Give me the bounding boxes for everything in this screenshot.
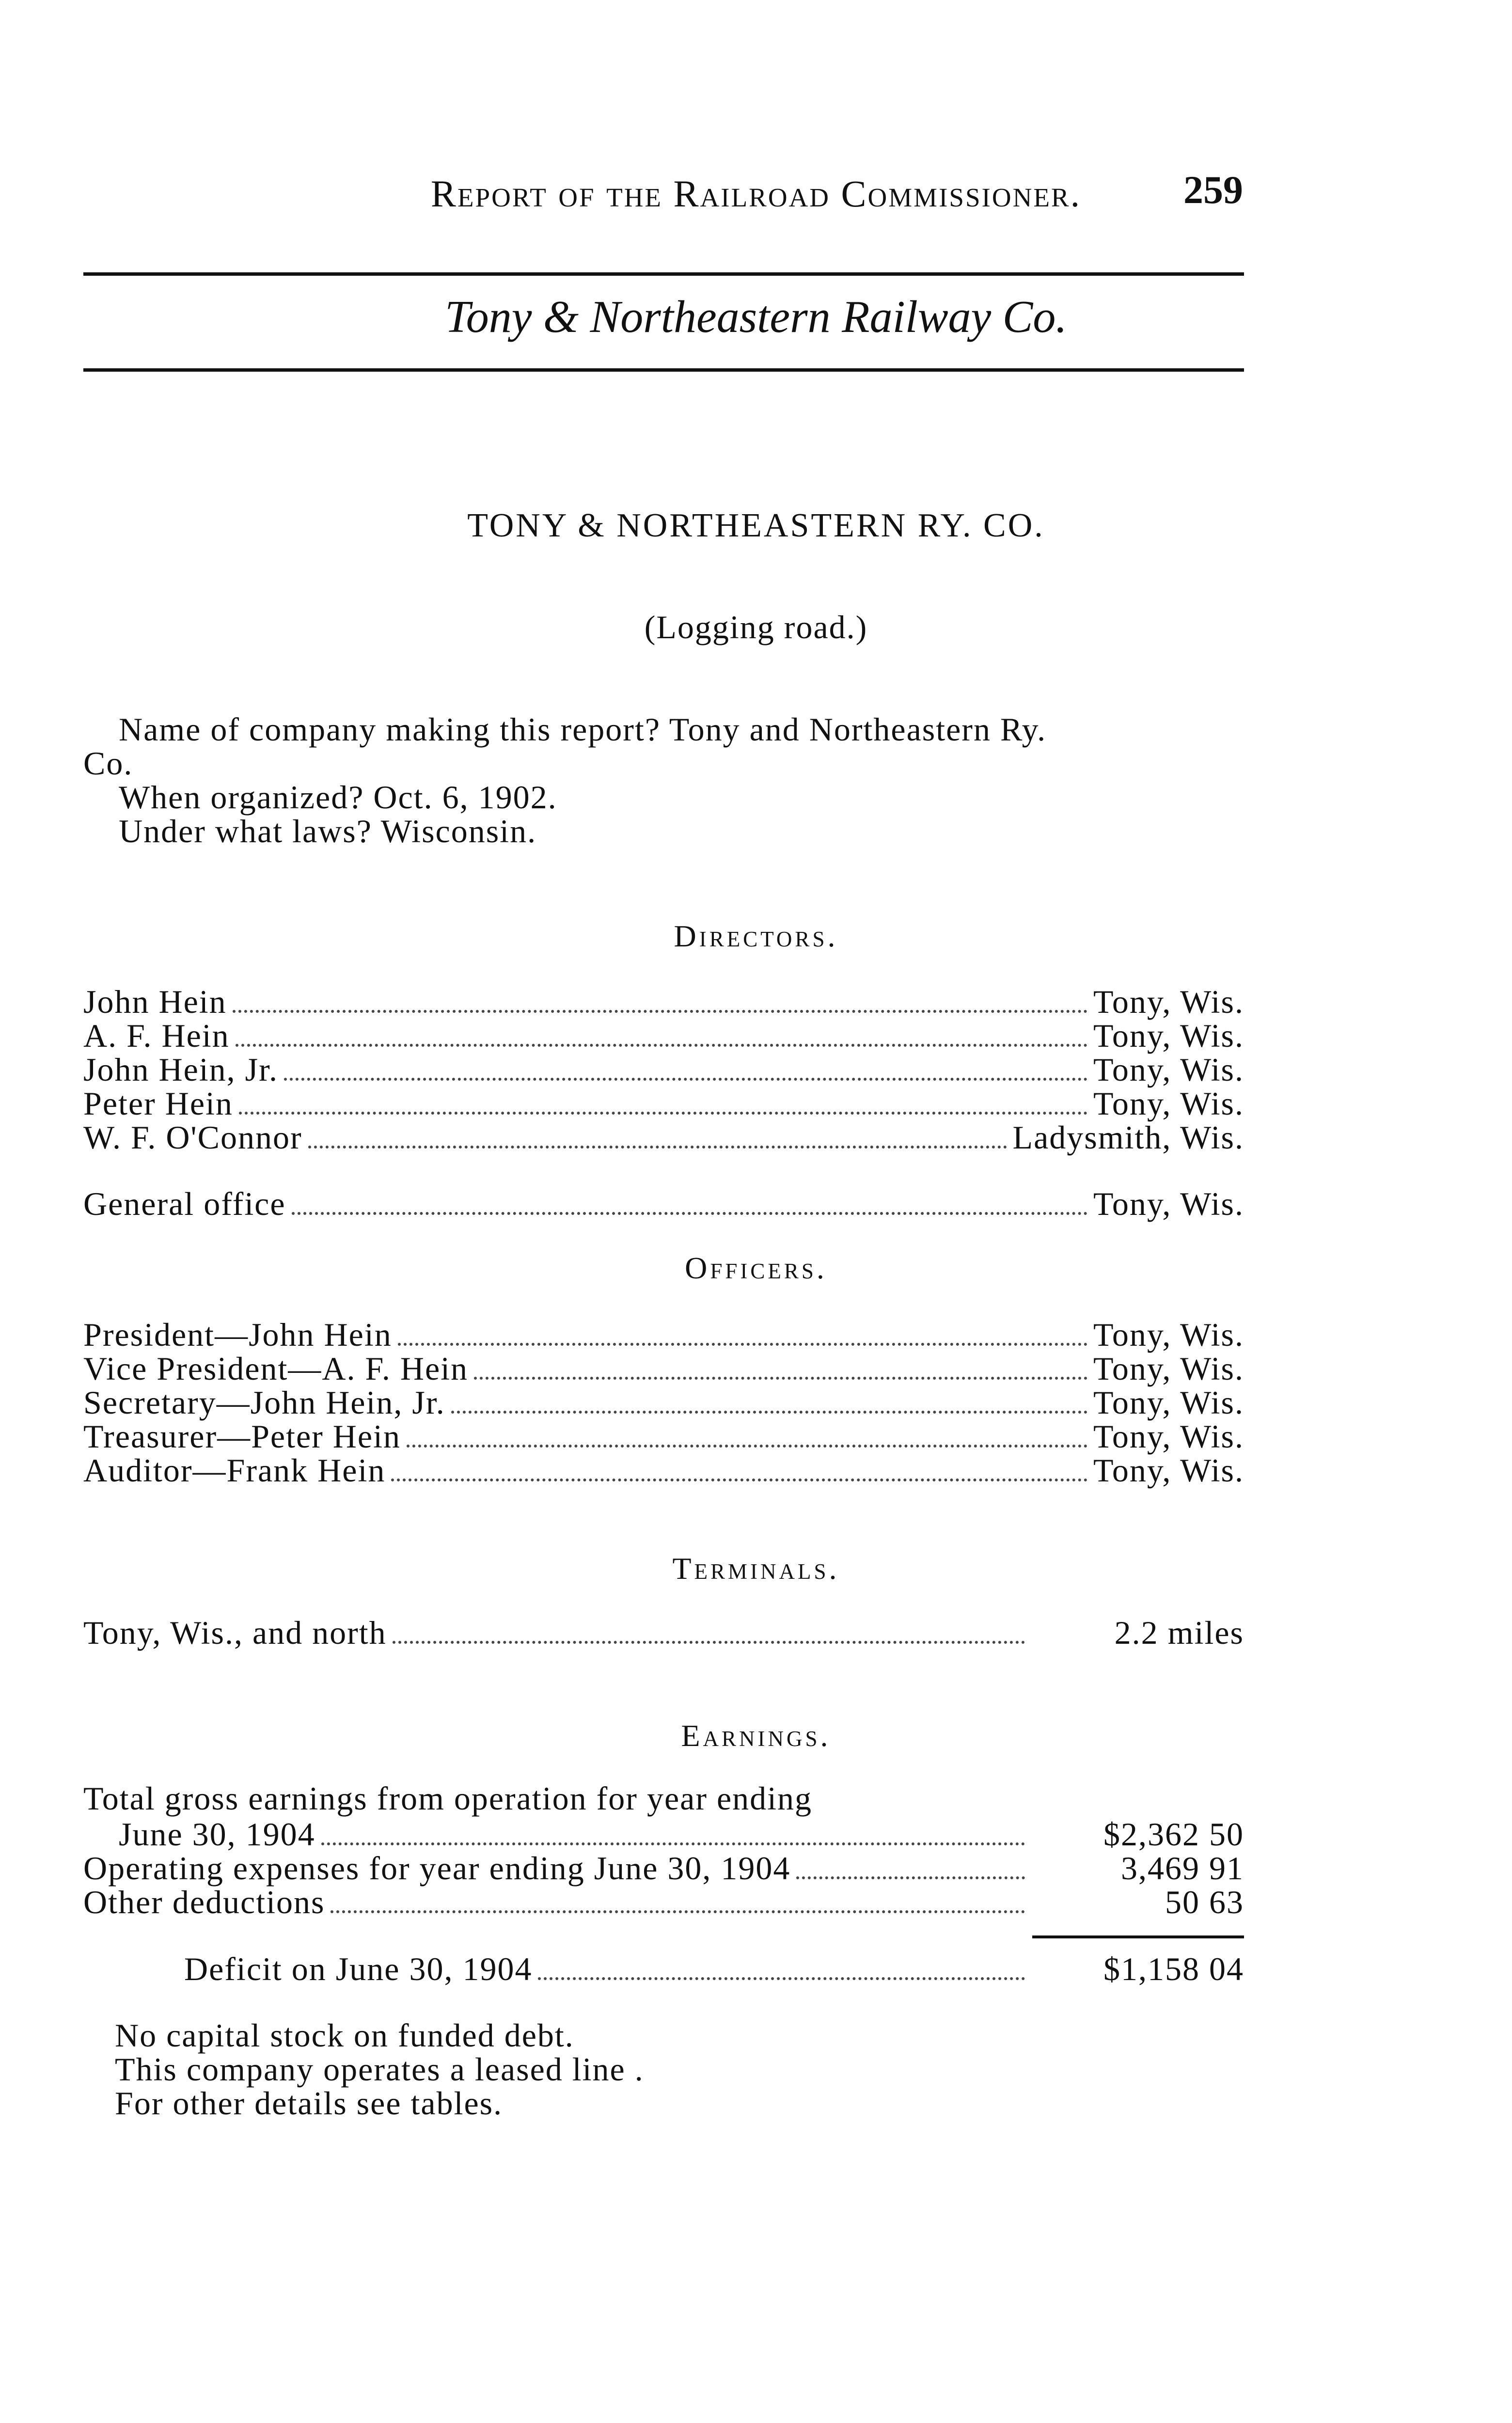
laws-question: Under what laws? Wisconsin. bbox=[119, 813, 537, 850]
leader-dots bbox=[451, 1411, 1087, 1414]
report-subtitle: (Logging road.) bbox=[644, 609, 868, 645]
director-place: Tony, Wis. bbox=[1093, 983, 1244, 1020]
page-header-title: Report of the Railroad Commissioner. bbox=[430, 173, 1082, 215]
officer-row bbox=[83, 1384, 1244, 1421]
director-name: A. F. Hein bbox=[83, 1017, 230, 1054]
leader-dots bbox=[796, 1876, 1025, 1879]
director-row bbox=[83, 1017, 1244, 1054]
leader-dots bbox=[393, 1641, 1025, 1644]
officer-row bbox=[83, 1316, 1244, 1353]
leader-dots bbox=[474, 1377, 1087, 1380]
leader-dots bbox=[398, 1343, 1087, 1346]
officer-name: President—John Hein bbox=[83, 1316, 392, 1353]
leader-dots bbox=[284, 1078, 1087, 1081]
leader-dots bbox=[308, 1146, 1007, 1149]
officer-name: Secretary—John Hein, Jr. bbox=[83, 1384, 445, 1421]
officer-place: Tony, Wis. bbox=[1093, 1418, 1244, 1455]
company-name-question: Name of company making this report? Tony and Northeastern Ry. bbox=[119, 711, 1047, 748]
leader-dots bbox=[236, 1044, 1087, 1047]
page-number: 259 bbox=[1183, 168, 1243, 212]
officer-name: Vice President—A. F. Hein bbox=[83, 1350, 469, 1387]
note-line: For other details see tables. bbox=[115, 2085, 503, 2122]
director-row bbox=[83, 1118, 1244, 1156]
director-row bbox=[83, 983, 1244, 1020]
deficit-row bbox=[184, 1950, 1244, 1987]
other-deductions-label: Other deductions bbox=[83, 1884, 325, 1920]
terminals-label: Tony, Wis., and north bbox=[83, 1614, 387, 1651]
officers-heading: Officers. bbox=[685, 1251, 827, 1285]
director-name: John Hein bbox=[83, 983, 227, 1020]
general-office-label: General office bbox=[83, 1185, 286, 1222]
total-rule bbox=[1032, 1935, 1244, 1938]
officer-row bbox=[83, 1451, 1244, 1489]
leader-dots bbox=[391, 1479, 1087, 1481]
director-place: Ladysmith, Wis. bbox=[1012, 1119, 1244, 1156]
officer-row bbox=[83, 1350, 1244, 1387]
earnings-heading: Earnings. bbox=[681, 1718, 831, 1753]
leader-dots bbox=[321, 1842, 1025, 1845]
terminals-row bbox=[83, 1614, 1244, 1651]
terminals-heading: Terminals. bbox=[672, 1551, 840, 1586]
leader-dots bbox=[233, 1010, 1087, 1013]
deficit-amount: $1,158 04 bbox=[1103, 1951, 1244, 1987]
leader-dots bbox=[538, 1977, 1025, 1980]
director-row bbox=[83, 1051, 1244, 1088]
officer-place: Tony, Wis. bbox=[1093, 1452, 1244, 1489]
terminals-value: 2.2 miles bbox=[1114, 1614, 1244, 1651]
note-line: This company operates a leased line . bbox=[115, 2051, 644, 2088]
director-place: Tony, Wis. bbox=[1093, 1051, 1244, 1088]
operating-expenses-label: Operating expenses for year ending June 30, 1904 bbox=[83, 1850, 791, 1887]
leader-dots bbox=[292, 1212, 1088, 1215]
leader-dots bbox=[239, 1112, 1087, 1115]
other-deductions-row bbox=[83, 1883, 1244, 1920]
officer-row bbox=[83, 1417, 1244, 1455]
gross-earnings-label: Total gross earnings from operation for year ending bbox=[83, 1780, 813, 1817]
leader-dots bbox=[331, 1910, 1025, 1913]
officer-place: Tony, Wis. bbox=[1093, 1316, 1244, 1353]
leader-dots bbox=[407, 1445, 1087, 1448]
deficit-label: Deficit on June 30, 1904 bbox=[184, 1951, 533, 1987]
officer-name: Treasurer—Peter Hein bbox=[83, 1418, 401, 1455]
directors-heading: Directors. bbox=[674, 919, 838, 953]
running-head: Tony & Northeastern Railway Co. bbox=[445, 292, 1067, 342]
director-row bbox=[83, 1085, 1244, 1122]
header-rule-bottom bbox=[83, 368, 1244, 372]
company-name-question-cont: Co. bbox=[83, 745, 133, 782]
director-place: Tony, Wis. bbox=[1093, 1017, 1244, 1054]
director-name: Peter Hein bbox=[83, 1085, 233, 1122]
organized-question: When organized? Oct. 6, 1902. bbox=[119, 779, 557, 816]
general-office-place: Tony, Wis. bbox=[1093, 1185, 1244, 1222]
note-line: No capital stock on funded debt. bbox=[115, 2017, 574, 2054]
general-office-row bbox=[83, 1185, 1244, 1222]
officer-place: Tony, Wis. bbox=[1093, 1350, 1244, 1387]
header-rule-top bbox=[83, 272, 1244, 276]
director-name: John Hein, Jr. bbox=[83, 1051, 278, 1088]
operating-expenses-amount: 3,469 91 bbox=[1121, 1850, 1244, 1887]
gross-earnings-label-cont: June 30, 1904 bbox=[119, 1816, 315, 1853]
operating-expenses-row bbox=[83, 1849, 1244, 1887]
gross-earnings-row bbox=[119, 1815, 1244, 1853]
report-title: TONY & NORTHEASTERN RY. CO. bbox=[467, 507, 1045, 544]
director-place: Tony, Wis. bbox=[1093, 1085, 1244, 1122]
officer-name: Auditor—Frank Hein bbox=[83, 1452, 386, 1489]
director-name: W. F. O'Connor bbox=[83, 1119, 302, 1156]
officer-place: Tony, Wis. bbox=[1093, 1384, 1244, 1421]
gross-earnings-amount: $2,362 50 bbox=[1103, 1816, 1244, 1853]
other-deductions-amount: 50 63 bbox=[1165, 1884, 1244, 1920]
